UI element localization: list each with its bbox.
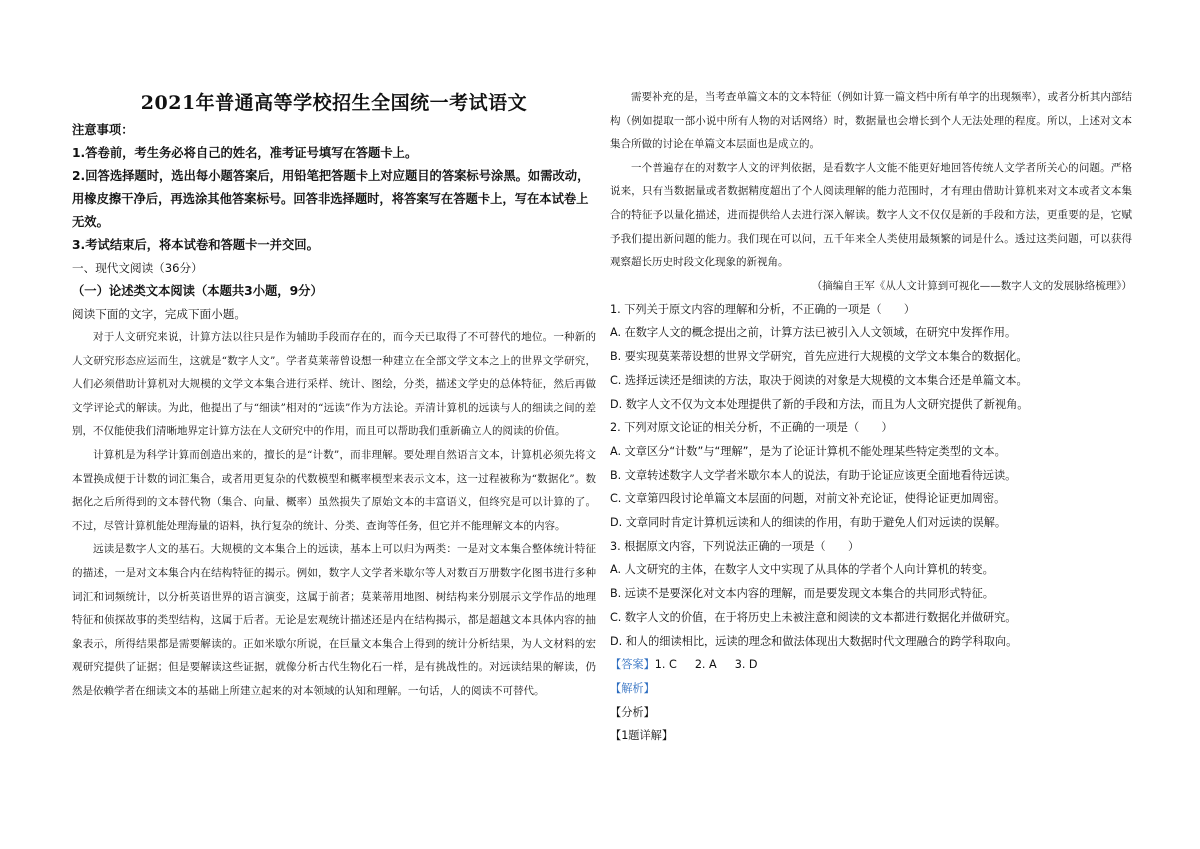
question-option: A. 人文研究的主体，在数字人文中实现了从具体的学者个人向计算机的转变。 bbox=[610, 563, 994, 577]
q1-detail-label: 【1题详解】 bbox=[610, 729, 674, 743]
passage-paragraph: 对于人文研究来说，计算方法以往只是作为辅助手段而存在的，而今天已取得了不可替代的地位。一种新的人文研究形态应运而生，这就是“数字人文”。学者莫莱蒂曾设想一种建立在全部文学文本之上的世界文学研究，人们必须借助计算机对大规模的文学文本集合进行采样、统计、图绘，分类，描述文学史的总体特征，然后再做文学评论式的解读。为此，他提出了与“细读”相对的“远读”作为方法论。弄清计算机的远读与人的细读之间的差别，不仅能使我们清晰地界定计算方法在人文研究中的作用，而且可以帮助我们重新确立人的阅读的价值。 bbox=[72, 331, 596, 438]
question-option: C. 选择远读还是细读的方法，取决于阅读的对象是大规模的文本集合还是单篇文本。 bbox=[610, 373, 1028, 387]
analysis-line bbox=[610, 677, 1132, 701]
passage-paragraph: 一个普遍存在的对数字人文的评判依据，是看数字人文能不能更好地回答传统人文学者所关心的问题。严格说来，只有当数据量或者数据精度超出了个人阅读理解的能力范围时，才有理由借助计算机来对文本或者文本集合的特征予以量化描述，进而提供给人去进行深入解读。数字人文不仅仅是新的手段和方法，更重要的是，它赋予我们提出新问题的能力。我们现在可以问，五千年来全人类使用最频繁的词是什么。透过这类问题，可以获得观察超长历史时段文化现象的新视角。 bbox=[610, 161, 1132, 269]
answer-value: 2. A bbox=[694, 658, 717, 672]
notice-item: 2.回答选择题时，选出每小题答案后，用铅笔把答题卡上对应题目的答案标号涂黑。如需改动，用橡皮擦干净后，再选涂其他答案标号。回答非选择题时，将答案写在答题卡上，写在本试卷上无效。 bbox=[72, 169, 590, 229]
question-option: C. 数字人文的价值，在于将历史上未被注意和阅读的文本都进行数据化并做研究。 bbox=[610, 610, 1017, 624]
question-option: B. 远读不是要深化对文本内容的理解，而是要发现文本集合的共同形式特征。 bbox=[610, 587, 994, 601]
answer-value: 3. D bbox=[734, 658, 758, 672]
page-title: 2021年普通高等学校招生全国统一考试语文 bbox=[140, 92, 528, 114]
notice-heading: 注意事项： bbox=[72, 123, 134, 137]
passage-paragraph: 远读是数字人文的基石。大规模的文本集合上的远读，基本上可以归为两类：一是对文本集合整体统计特征的描述，一是对文本集合内在结构特征的揭示。例如，数字人文学者米歇尔等人对数百万册数字化图书进行多种词汇和词频统计，以分析英语世界的语言演变，这属于前者；莫莱蒂用地图、树结构来分别展示文学作品的地理特征和侦探故事的类型结构，这属于后者。无论是宏观统计描述还是内在结构揭示，都是超越文本具体内容的抽象表示，所得结果都是需要解读的。正如米歇尔所说，在巨量文本集合上得到的统计分析结果，为人文材料的宏观研究提供了证据；但是要解读这些证据，就像分析古代生物化石一样，是有挑战性的。对远读结果的解读，仍然是依赖学者在细读文本的基础上所建立起来的对本领域的认知和理解。一句话，人的阅读不可替代。 bbox=[72, 543, 596, 697]
answer-tag: 【答案】 bbox=[610, 658, 655, 672]
question-option: C. 文章第四段讨论单篇文本层面的问题，对前文补充论证，使得论证更加周密。 bbox=[610, 492, 1006, 506]
passage-paragraph: 计算机是为科学计算而创造出来的，擅长的是“计数”，而非理解。要处理自然语言文本，计算机必须先将文本置换成便于计数的词汇集合，或者用更复杂的代数模型和概率模型来表示文本，这一过程被称为“数据化”。数据化之后所得到的文本替代物（集合、向量、概率）虽然损失了原始文本的丰富语义，但终究是可以计算的了。不过，尽管计算机能处理海量的语料，执行复杂的统计、分类、查询等任务，但它并不能理解文本的内容。 bbox=[72, 448, 596, 532]
section-heading: 一、现代文阅读（36分） bbox=[72, 261, 203, 275]
question-stem: 2. 下列对原文论证的相关分析，不正确的一项是（ ） bbox=[610, 421, 893, 435]
passage-source: （摘编自王军《从人文计算到可视化——数字人文的发展脉络梳理》） bbox=[811, 279, 1132, 292]
notice-item: 1.答卷前，考生务必将自己的姓名，准考证号填写在答题卡上。 bbox=[72, 146, 418, 160]
question-stem: 3. 根据原文内容，下列说法正确的一项是（ ） bbox=[610, 539, 860, 553]
question-option: D. 文章同时肯定计算机远读和人的细读的作用，有助于避免人们对远读的误解。 bbox=[610, 516, 1007, 530]
question-option: A. 文章区分“计数”与“理解”，是为了论证计算机不能处理某些特定类型的文本。 bbox=[610, 444, 1006, 458]
question-option: B. 要实现莫莱蒂设想的世界文学研究，首先应进行大规模的文学文本集合的数据化。 bbox=[610, 350, 1028, 364]
question-option: D. 数字人文不仅为文本处理提供了新的手段和方法，而且为人文研究提供了新视角。 bbox=[610, 397, 1029, 411]
answer-line bbox=[610, 653, 1132, 677]
question-option: B. 文章转述数字人文学者米歇尔本人的说法，有助于论证应该更全面地看待远读。 bbox=[610, 468, 1017, 482]
question-option: D. 和人的细读相比，远读的理念和做法体现出大数据时代文理融合的跨学科取向。 bbox=[610, 634, 1018, 648]
notice-item: 3.考试结束后，将本试卷和答题卡一并交回。 bbox=[72, 238, 319, 252]
fenxi-label: 【分析】 bbox=[610, 705, 655, 719]
passage-paragraph: 需要补充的是，当考查单篇文本的文本特征（例如计算一篇文档中所有单字的出现频率），或者分析其内部结构（例如提取一部小说中所有人物的对话网络）时，数据量也会增长到个人无法处理的程度。所以，上述对文本集合所做的讨论在单篇文本层面也是成立的。 bbox=[610, 91, 1132, 151]
answer-value: 1. C bbox=[654, 658, 677, 672]
question-option: A. 在数字人文的概念提出之前，计算方法已被引入人文领域，在研究中发挥作用。 bbox=[610, 326, 1017, 340]
reading-instruction: 阅读下面的文字，完成下面小题。 bbox=[72, 307, 246, 321]
left-column bbox=[72, 88, 596, 704]
analysis-tag: 【解析】 bbox=[610, 682, 655, 695]
subsection-heading: （一）论述类文本阅读（本题共3小题，9分） bbox=[72, 284, 323, 298]
question-stem: 1. 下列关于原文内容的理解和分析，不正确的一项是（ ） bbox=[610, 302, 916, 316]
right-column bbox=[610, 86, 1132, 748]
